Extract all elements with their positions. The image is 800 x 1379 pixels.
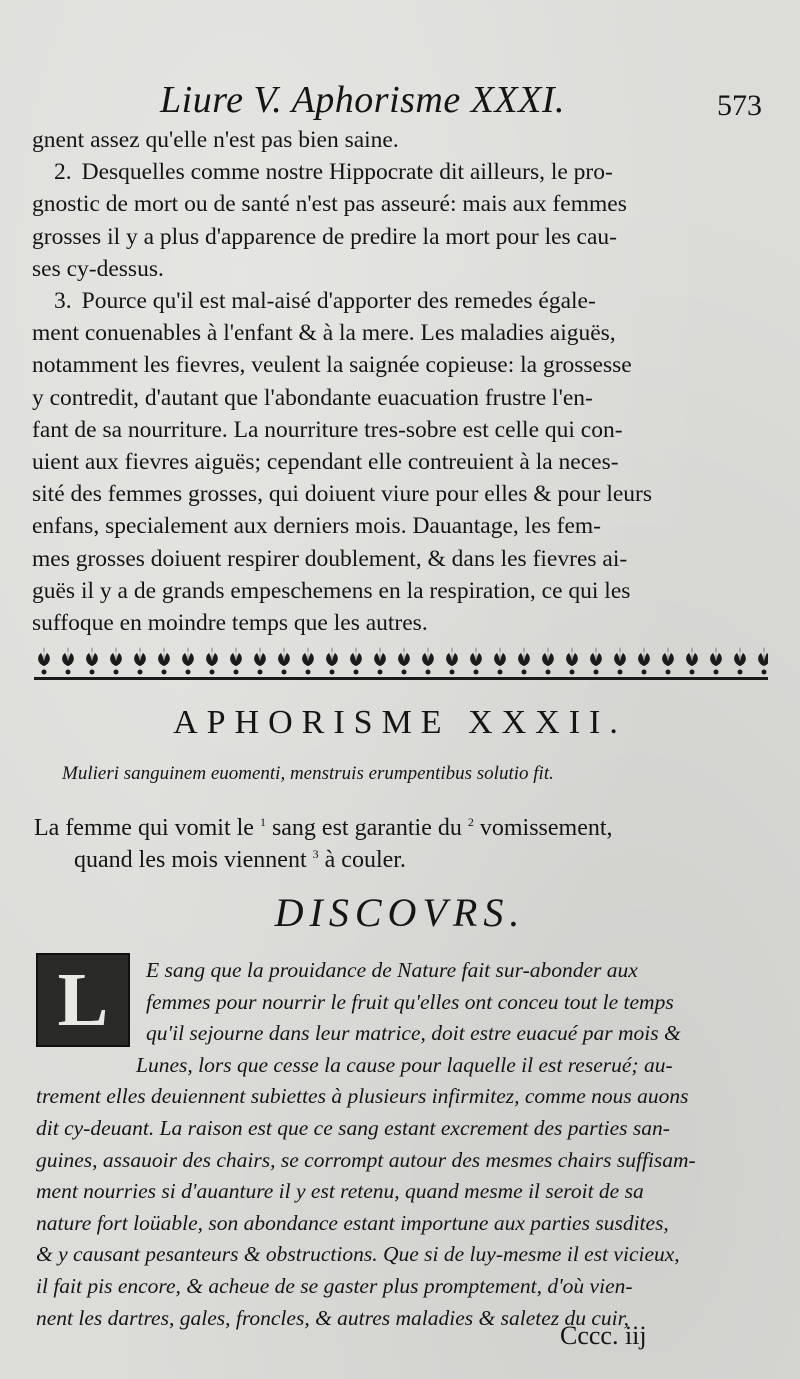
translation-line-2: [34, 844, 774, 876]
fleuron-mark: [206, 647, 218, 666]
text-line: fant de sa nourriture. La nourriture tres-sobre est celle qui con-: [32, 416, 623, 443]
fleuron-dot: [90, 670, 95, 675]
fleuron-dot: [114, 670, 119, 675]
fleuron-dot: [258, 670, 263, 675]
fleuron-mark: [398, 647, 410, 666]
fleuron-mark: [542, 647, 554, 666]
fleuron-dot: [186, 670, 191, 675]
fleuron-mark: [422, 647, 434, 666]
text-line: grosses il y a plus d'apparence de predire la mort pour les cau-: [32, 223, 617, 250]
text-line: femmes pour nourrir le fruit qu'elles ont conceu tout le temps: [146, 989, 674, 1014]
fleuron-mark: [374, 647, 386, 666]
text-line: guines, assauoir des chairs, se corrompt autour des mesmes chairs suffisam-: [36, 1147, 696, 1172]
text-line: suffoque en moindre temps que les autres.: [32, 610, 428, 637]
fleuron-dot: [162, 670, 167, 675]
latin-aphorism-text: Mulieri sanguinem euomenti, menstruis erumpentibus solutio fit.: [62, 763, 554, 784]
fleuron-dot: [666, 670, 671, 675]
text-line: Desquelles comme nostre Hippocrate dit ailleurs, le pro-: [81, 159, 613, 186]
fleuron-mark: [494, 647, 506, 666]
fleuron-dot: [618, 670, 623, 675]
translation-part: sang est garantie du: [271, 815, 462, 841]
fleuron-mark: [566, 647, 578, 666]
fleuron-mark: [86, 647, 98, 666]
fleuron-mark: [446, 647, 458, 666]
text-line: sité des femmes grosses, qui doiuent viure pour elles & pour leurs: [32, 481, 653, 508]
fleuron-dot: [546, 670, 551, 675]
fleuron-border-ornament: [34, 644, 768, 684]
fleuron-mark: [38, 647, 50, 666]
fleuron-mark: [230, 647, 242, 666]
aphorism-title: APHORISME XXXII.: [173, 704, 627, 741]
fleuron-dot: [594, 670, 599, 675]
text-line: E sang que la prouidance de Nature fait sur-abonder aux: [146, 958, 638, 982]
fleuron-dot: [426, 670, 431, 675]
fleuron-mark: [62, 647, 74, 666]
fleuron-mark: [590, 647, 602, 666]
text-line: & y causant pesanteurs & obstructions. Que si de luy-mesme il est vicieux,: [36, 1242, 680, 1267]
note-marker: 1: [259, 815, 266, 829]
drop-cap-letter: L: [57, 958, 109, 1042]
translation-part: vomissement,: [479, 815, 613, 841]
text-line: mes grosses doiuent respirer doublement, & dans les fievres ai-: [32, 545, 628, 572]
fleuron-dot: [762, 670, 767, 675]
fleuron-dot: [330, 670, 335, 675]
fleuron-dot: [234, 670, 239, 675]
discours-text: [36, 955, 766, 1334]
fleuron-mark: [278, 647, 290, 666]
text-line: y contredit, d'autant que l'abondante euacuation frustre l'en-: [32, 384, 593, 411]
paragraph-3: [32, 285, 768, 317]
text-line: Pource qu'il est mal-aisé d'apporter des remedes égale-: [81, 288, 596, 315]
note-marker: 2: [467, 815, 474, 829]
fleuron-mark: [662, 647, 674, 666]
discours-title: DISCOVRS.: [274, 890, 526, 935]
fleuron-mark: [614, 647, 626, 666]
fleuron-dot: [570, 670, 575, 675]
fleuron-dot: [42, 670, 47, 675]
text-line: ment conuenables à l'enfant & à la mere. Les maladies aiguës,: [32, 320, 616, 347]
fleuron-mark: [758, 647, 768, 666]
text-line: notamment les fievres, veulent la saignée copieuse: la grossesse: [32, 352, 632, 379]
text-line: guës il y a de grands empeschemens en la respiration, ce qui les: [32, 577, 631, 604]
text-line: dit cy-deuant. La raison est que ce sang estant excrement des parties san-: [36, 1115, 670, 1140]
fleuron-dot: [138, 670, 143, 675]
fleuron-mark: [686, 647, 698, 666]
text-line: nent les dartres, gales, froncles, & autres maladies & saletez du cuir,: [36, 1305, 629, 1330]
fleuron-dot: [738, 670, 743, 675]
text-line: gnostic de mort ou de santé n'est pas asseuré: mais aux femmes: [32, 191, 627, 218]
text-line: qu'il sejourne dans leur matrice, doit estre euacué par mois &: [146, 1021, 681, 1046]
note-marker: 3: [312, 847, 319, 861]
fleuron-mark: [134, 647, 146, 666]
fleuron-dot: [714, 670, 719, 675]
fleuron-dot: [402, 670, 407, 675]
fleuron-mark: [302, 647, 314, 666]
drop-cap-initial: [36, 953, 130, 1047]
text-line: gnent assez qu'elle n'est pas bien saine.: [32, 127, 399, 153]
page-number: 573: [717, 89, 762, 122]
text-line: Lunes, lors que cesse la cause pour laquelle il est reserué; au-: [136, 1052, 673, 1077]
fleuron-mark: [470, 647, 482, 666]
fleuron-mark: [638, 647, 650, 666]
fleuron-dot: [354, 670, 359, 675]
fleuron-dot: [306, 670, 311, 675]
fleuron-dot: [642, 670, 647, 675]
fleuron-mark: [350, 647, 362, 666]
fleuron-mark: [518, 647, 530, 666]
fleuron-dot: [450, 670, 455, 675]
text-line: trement elles deuiennent subiettes à plusieurs infirmitez, comme nous auons: [36, 1084, 689, 1109]
text-line: il fait pis encore, & acheue de se gaster plus promptement, d'où vien-: [36, 1273, 633, 1298]
text-line: nature fort loüable, son abondance estant importune aux parties susdites,: [36, 1210, 669, 1235]
aphorism-xxxi-commentary: [32, 124, 768, 639]
fleuron-dot: [474, 670, 479, 675]
paragraph-number: 2.: [54, 159, 72, 186]
fleuron-dot: [498, 670, 503, 675]
text-line: ment nourries si d'auanture il y est retenu, quand mesme il seroit de sa: [36, 1179, 644, 1204]
translation-part: à couler.: [324, 847, 406, 873]
fleuron-mark: [710, 647, 722, 666]
text-line: ses cy-dessus.: [32, 255, 164, 282]
fleuron-dot: [66, 670, 71, 675]
running-head: Liure V. Aphorisme XXXI.: [160, 79, 566, 121]
fleuron-mark: [254, 647, 266, 666]
fleuron-dot: [282, 670, 287, 675]
fleuron-mark: [734, 647, 746, 666]
text-line: enfans, specialement aux derniers mois. Dauantage, les fem-: [32, 513, 602, 540]
fleuron-mark: [326, 647, 338, 666]
fleuron-mark: [182, 647, 194, 666]
fleuron-dot: [690, 670, 695, 675]
translation-part: quand les mois viennent: [74, 847, 307, 873]
signature-mark: Cccc. iij: [560, 1321, 647, 1350]
french-translation: [34, 812, 774, 876]
fleuron-mark: [158, 647, 170, 666]
fleuron-dot: [522, 670, 527, 675]
fleuron-dot: [378, 670, 383, 675]
translation-part: La femme qui vomit le: [34, 815, 254, 841]
fleuron-dot: [210, 670, 215, 675]
paragraph-2: [32, 156, 768, 188]
fleuron-mark: [110, 647, 122, 666]
text-line: uient aux fievres aiguës; cependant elle contreuient à la neces-: [32, 449, 619, 476]
paragraph-number: 3.: [54, 288, 72, 315]
